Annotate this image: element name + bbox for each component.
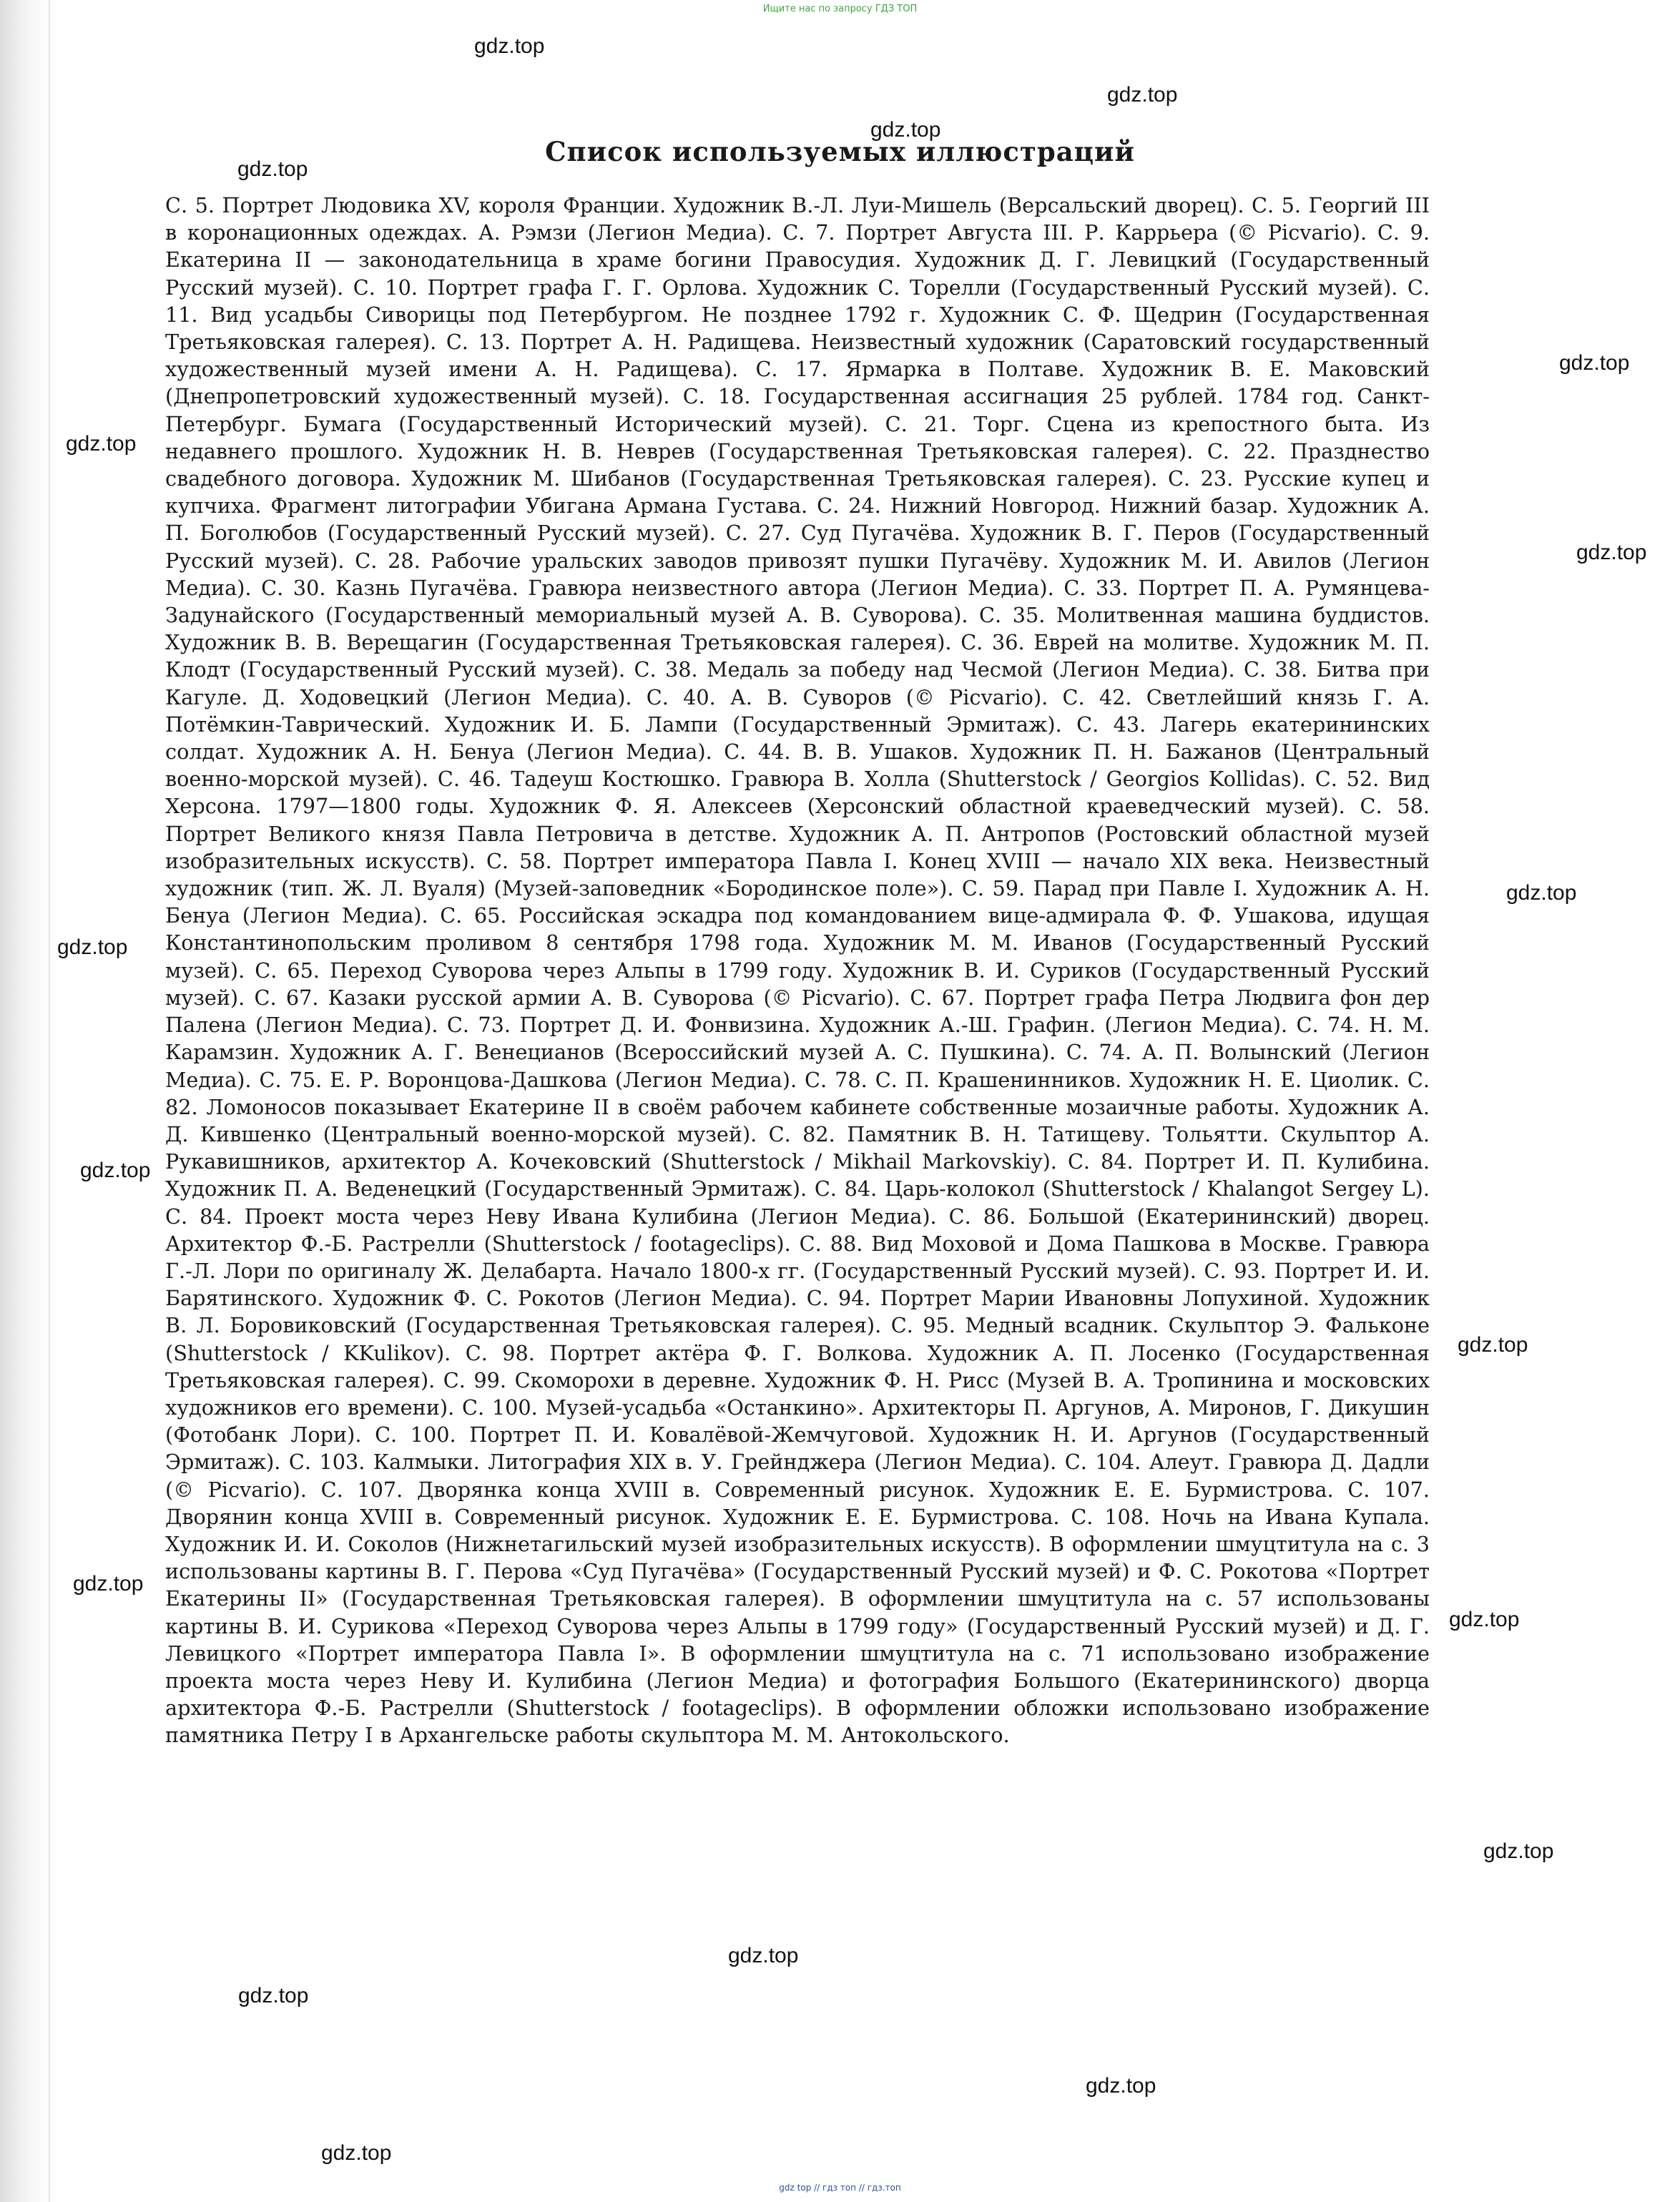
watermark: gdz.top	[1506, 881, 1577, 905]
page-title: Список используемых иллюстраций	[545, 136, 1135, 167]
site-hint-bottom: gdz top // гдз топ // гдз.топ	[779, 2183, 901, 2193]
watermark: gdz.top	[1458, 1333, 1528, 1357]
watermark: gdz.top	[237, 157, 308, 181]
site-hint-top: Ищите нас по запросу ГДЗ ТОП	[762, 4, 918, 14]
watermark: gdz.top	[57, 935, 128, 959]
watermark: gdz.top	[1576, 541, 1647, 564]
watermark: gdz.top	[238, 1984, 309, 2007]
watermark: gdz.top	[73, 1572, 144, 1596]
watermark: gdz.top	[1449, 1608, 1520, 1631]
watermark: gdz.top	[1559, 351, 1630, 375]
watermark: gdz.top	[80, 1159, 151, 1182]
watermark: gdz.top	[870, 118, 941, 142]
watermark: gdz.top	[474, 34, 545, 58]
watermark: gdz.top	[1086, 2074, 1156, 2098]
watermark: gdz.top	[321, 2141, 392, 2165]
watermark: gdz.top	[1483, 1839, 1554, 1863]
page-fold-line	[49, 0, 50, 2202]
illustrations-list: С. 5. Портрет Людовика XV, короля Франции. Художник В.-Л. Луи-Мишель (Версальский дворец). С. 5. Георгий III в коронационных одеждах. А. Рэмзи (Легион Медиа). С. 7. Портрет Августа III. Р. Каррьера (© Picvario). С. 9. Екатерина II — законодательница в храме богини Правосудия. Художник Д. Г. Левицкий (Государственный Русский музей). С. 10. Портрет графа Г. Г. Орлова. Художник С. Торелли (Государственный Русский музей). С. 11. Вид усадьбы Сиворицы под Петербургом. Не позднее 1792 г. Художник С. Ф. Щедрин (Государственная Третьяковская галерея). С. 13. Портрет А. Н. Радищева. Неизвестный художник (Саратовский государственный художественный музей имени А. Н. Радищева). С. 17. Ярмарка в Полтаве. Художник В. Е. Маковский (Днепропетровский художественный музей). С. 18. Государственная ассигнация 25 рублей. 1784 год. Санкт-Петербург. Бумага (Государственный Исторический музей). С. 21. Торг. Сцена из крепостного быта. Из недавнего прошлого. Художник Н. В. Неврев (Государственная Третьяковская галерея). С. 22. Празднество свадебного договора. Художник М. Шибанов (Государственная Третьяковская галерея). С. 23. Русские купец и купчиха. Фрагмент литографии Убигана Армана Густава. С. 24. Нижний Новгород. Нижний базар. Художник А. П. Боголюбов (Государственный Русский музей). С. 27. Суд Пугачёва. Художник В. Г. Перов (Государственный Русский музей). С. 28. Рабочие уральских заводов привозят пушки Пугачёву. Художник М. И. Авилов (Легион Медиа). С. 30. Казнь Пугачёва. Гравюра неизвестного автора (Легион Медиа). С. 33. Портрет П. А. Румянцева-Задунайского (Государственный мемориальный музей А. В. Суворова). С. 35. Молитвенная машина буддистов. Художник В. В. Верещагин (Государственная Третьяковская галерея). С. 36. Еврей на молитве. Художник М. П. Клодт (Государственный Русский музей). С. 38. Медаль за победу над Чесмой (Легион Медиа). С. 38. Битва при Кагуле. Д. Ходовецкий (Легион Медиа). С. 40. А. В. Суворов (© Picvario). С. 42. Светлейший князь Г. А. Потёмкин-Таврический. Художник И. Б. Лампи (Государственный Эрмитаж). С. 43. Лагерь екатерининских солдат. Художник А. Н. Бенуа (Легион Медиа). С. 44. В. В. Ушаков. Художник П. Н. Бажанов (Центральный военно-морской музей). С. 46. Тадеуш Костюшко. Гравюра В. Холла (Shutterstock / Georgios Kollidas). С. 52. Вид Херсона. 1797—1800 годы. Художник Ф. Я. Алексеев (Херсонский областной краеведческий музей). С. 58. Портрет Великого князя Павла Петровича в детстве. Художник А. П. Антропов (Ростовский областной музей изобразительных искусств). С. 58. Портрет императора Павла I. Конец XVIII — начало XIX века. Неизвестный художник (тип. Ж. Л. Вуаля) (Музей-заповедник «Бородинское поле»). С. 59. Парад при Павле I. Художник А. Н. Бенуа (Легион Медиа). С. 65. Российская эскадра под командованием вице-адмирала Ф. Ф. Ушакова, идущая Константинопольским проливом 8 сентября 1798 года. Художник М. М. Иванов (Государственный Русский музей). С. 65. Переход Суворова через Альпы в 1799 году. Художник В. И. Суриков (Государственный Русский музей). С. 67. Казаки русской армии А. В. Суворова (© Picvario). С. 67. Портрет графа Петра Людвига фон дер Палена (Легион Медиа). С. 73. Портрет Д. И. Фонвизина. Художник А.-Ш. Графин. (Легион Медиа). С. 74. Н. М. Карамзин. Художник А. Г. Венецианов (Всероссийский музей А. С. Пушкина). С. 74. А. П. Волынский (Легион Медиа). С. 75. Е. Р. Воронцова-Дашкова (Легион Медиа). С. 78. С. П. Крашенинников. Художник Н. Е. Циолик. С. 82. Ломоносов показывает Екатерине II в своём рабочем кабинете собственные мозаичные работы. Художник А. Д. Кившенко (Центральный военно-морской музей). С. 82. Памятник В. Н. Татищеву. Тольятти. Скульптор А. Рукавишников, архитектор А. Кочековский (Shutterstock / Mikhail Markovskiy). С. 84. Портрет И. П. Кулибина. Художник П. А. Веденецкий (Государственный Эрмитаж). С. 84. Царь-колокол (Shutterstock / Khalangot Sergey L). С. 84. Проект моста через Неву Ивана Кулибина (Легион Медиа). С. 86. Большой (Екатерининский) дворец. Архитектор Ф.-Б. Растрелли (Shutterstock / footageclips). С. 88. Вид Моховой и Дома Пашкова в Москве. Гравюра Г.-Л. Лори по оригиналу Ж. Делабарта. Начало 1800-х гг. (Государственный Русский музей). С. 93. Портрет И. И. Барятинского. Художник Ф. С. Рокотов (Легион Медиа). С. 94. Портрет Марии Ивановны Лопухиной. Художник В. Л. Боровиковский (Государственная Третьяковская галерея). С. 95. Медный всадник. Скульптор Э. Фальконе (Shutterstock / KKulikov). С. 98. Портрет актёра Ф. Г. Волкова. Художник А. П. Лосенко (Государственная Третьяковская галерея). С. 99. Скоморохи в деревне. Художник Ф. Н. Рисс (Музей В. А. Тропинина и московских художников его времени). С. 100. Музей-усадьба «Останкино». Архитекторы П. Аргунов, А. Миронов, Г. Дикушин (Фотобанк Лори). С. 100. Портрет П. И. Ковалёвой-Жемчуговой. Художник Н. И. Аргунов (Государственный Эрмитаж). С. 103. Калмыки. Литография XIX в. У. Грейнджера (Легион Медиа). С. 104. Алеут. Гравюра Д. Дадли (© Picvario). С. 107. Дворянка конца XVIII в. Современный рисунок. Художник Е. Е. Бурмистрова. С. 107. Дворянин конца XVIII в. Современный рисунок. Художник Е. Е. Бурмистрова. С. 108. Ночь на Ивана Купала. Художник И. И. Соколов (Нижнетагильский музей изобразительных искусств). В оформлении шмуцтитула на с. 3 использованы картины В. Г. Перова «Суд Пугачёва» (Государственный Русский музей) и Ф. С. Рокотова «Портрет Екатерины II» (Государственная Третьяковская галерея). В оформлении шмуцтитула на с. 57 использованы картины В. И. Сурикова «Переход Суворова через Альпы в 1799 году» (Государственный Русский музей) и Д. Г. Левицкого «Портрет императора Павла I». В оформлении шмуцтитула на с. 71 использовано изображение проекта моста через Неву И. Кулибина (Легион Медиа) и фотография Большого (Екатерининского) дворца архитектора Ф.-Б. Растрелли (Shutterstock / footageclips). В оформлении обложки использовано изображение памятника Петру I в Архангельске работы скульптора М. М. Антокольского.	[165, 193, 1430, 1748]
watermark: gdz.top	[728, 1944, 799, 1967]
watermark: gdz.top	[1107, 83, 1178, 107]
watermark: gdz.top	[66, 432, 137, 456]
